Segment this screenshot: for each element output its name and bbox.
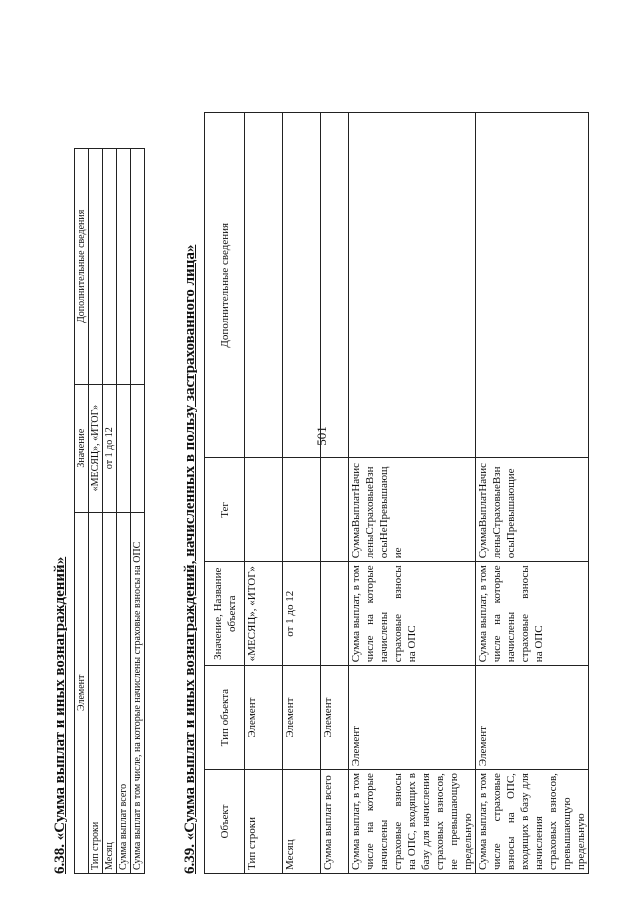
- cell-value: [117, 384, 131, 512]
- cell-value: Сумма выплат, в том числе на которые начислены страховые взносы на ОПС: [476, 562, 589, 666]
- cell-tag: [321, 458, 349, 562]
- cell-tag: СуммаВыплатНачисленыСтраховыеВзносыНеПревышающие: [349, 458, 476, 562]
- cell-extra: [245, 113, 283, 458]
- column-header: Значение, Название объекта: [205, 562, 245, 666]
- section-638-table: [74, 148, 145, 874]
- table-row: [89, 149, 103, 874]
- cell-object: Сумма выплат, в том числе на которые начислены страховые взносы на ОПС, входящих в базу для начисления страховых взносов, не превышающую предельную: [349, 770, 476, 874]
- cell-extra: [89, 149, 103, 385]
- cell-extra: [349, 113, 476, 458]
- column-header: Тег: [205, 458, 245, 562]
- table-header-row: [75, 149, 89, 874]
- column-header: Объект: [205, 770, 245, 874]
- rotated-page-content: [52, 94, 602, 874]
- section-638-heading: 6.38. «Сумма выплат и иных вознаграждений»: [52, 556, 68, 874]
- cell-extra: [131, 149, 145, 385]
- cell-object: Месяц: [283, 770, 321, 874]
- cell-object: Тип строки: [245, 770, 283, 874]
- table-header-row: [205, 113, 245, 874]
- cell-value: «МЕСЯЦ», «ИТОГ»: [89, 384, 103, 512]
- cell-value: [321, 562, 349, 666]
- cell-type: Элемент: [476, 666, 589, 770]
- cell-tag: [245, 458, 283, 562]
- section-639-heading: 6.39. «Сумма выплат и иных вознаграждений, начисленных в пользу застрахованного лица»: [182, 244, 198, 874]
- cell-type: Элемент: [283, 666, 321, 770]
- table-row: [476, 113, 589, 874]
- cell-extra: [283, 113, 321, 458]
- table-row: [103, 149, 117, 874]
- page-number: 501: [313, 426, 329, 446]
- table-row: [245, 113, 283, 874]
- cell-tag: СуммаВыплатНачисленыСтраховыеВзносыПревышающие: [476, 458, 589, 562]
- cell-value: «МЕСЯЦ», «ИТОГ»: [245, 562, 283, 666]
- cell-extra: [321, 113, 349, 458]
- cell-tag: [283, 458, 321, 562]
- table-row: [321, 113, 349, 874]
- column-header: Тип объекта: [205, 666, 245, 770]
- table-row: [117, 149, 131, 874]
- cell-value: от 1 до 12: [283, 562, 321, 666]
- cell-value: [131, 384, 145, 512]
- cell-element: Сумма выплат всего: [117, 512, 131, 873]
- column-header: Значение: [75, 384, 89, 512]
- table-row: [131, 149, 145, 874]
- column-header: Элемент: [75, 512, 89, 873]
- cell-object: Сумма выплат, в том числе страховые взносы на ОПС, входящих в базу для начисления страховых взносов, превышающую предельную: [476, 770, 589, 874]
- column-header: Дополнительные сведения: [205, 113, 245, 458]
- cell-extra: [103, 149, 117, 385]
- table-row: [349, 113, 476, 874]
- cell-value: Сумма выплат, в том числе на которые начислены страховые взносы на ОПС: [349, 562, 476, 666]
- table-row: [283, 113, 321, 874]
- cell-type: Элемент: [245, 666, 283, 770]
- cell-extra: [476, 113, 589, 458]
- cell-element: Месяц: [103, 512, 117, 873]
- cell-element: Сумма выплат в том числе, на которые начислены страховые взносы на ОПС: [131, 512, 145, 873]
- cell-extra: [117, 149, 131, 385]
- cell-value: от 1 до 12: [103, 384, 117, 512]
- cell-element: Тип строки: [89, 512, 103, 873]
- cell-type: Элемент: [321, 666, 349, 770]
- cell-object: Сумма выплат всего: [321, 770, 349, 874]
- column-header: Дополнительные сведения: [75, 149, 89, 385]
- section-639-table: [204, 112, 589, 874]
- cell-type: Элемент: [349, 666, 476, 770]
